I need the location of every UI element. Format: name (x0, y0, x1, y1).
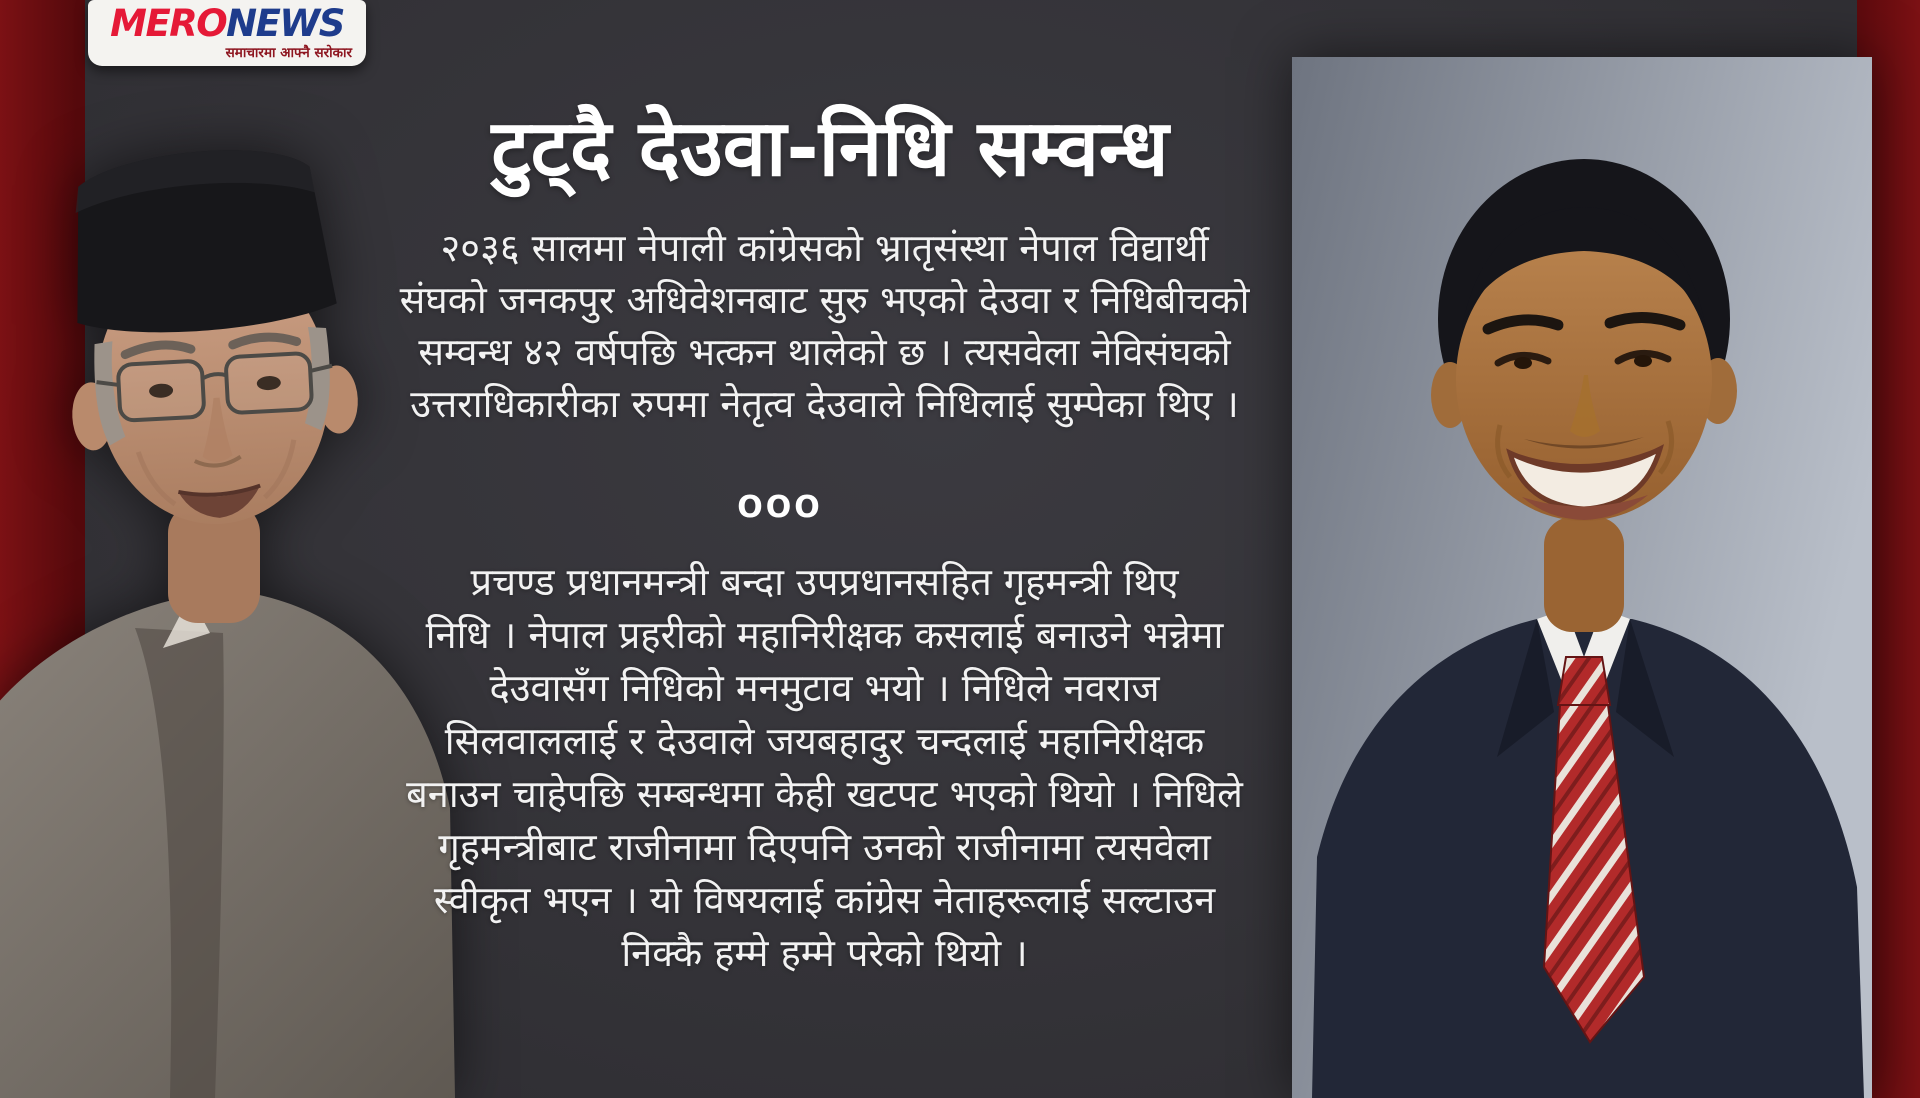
text-line: निक्कै हम्मे हम्मे परेको थियो । (621, 931, 1028, 975)
text-line: प्रचण्ड प्रधानमन्त्री बन्दा उपप्रधानसहित गृहमन्त्री थिए (470, 560, 1179, 604)
text-line: निधि । नेपाल प्रहरीको महानिरीक्षक कसलाई बनाउने भन्नेमा (425, 613, 1224, 657)
text-line: देउवासँग निधिको मनमुटाव भयो । निधिले नवराज (489, 666, 1160, 710)
meronews-logo (88, 0, 366, 66)
paragraph-2 (372, 556, 1277, 980)
paragraph-1 (372, 222, 1277, 430)
nidhi-portrait (1292, 57, 1872, 1098)
headline: टुट्दै देउवा-निधि सम्वन्ध (491, 104, 1169, 195)
text-line: २०३६ सालमा नेपाली कांग्रेसको भ्रातृसंस्था नेपाल विद्यार्थी (440, 226, 1209, 270)
logo-wordmark (110, 2, 344, 45)
text-line: उत्तराधिकारीका रुपमा नेतृत्व देउवाले निधिलाई सुम्पेका थिए । (410, 382, 1239, 426)
logo-news-text: NEWS (226, 2, 344, 45)
text-line: गृहमन्त्रीबाट राजीनामा दिएपनि उनको राजीनामा त्यसवेला (438, 825, 1211, 869)
text-line: संघको जनकपुर अधिवेशनबाट सुरु भएको देउवा र निधिबीचको (399, 278, 1250, 322)
text-line: सिलवाललाई र देउवाले जयबहादुर चन्दलाई महानिरीक्षक (444, 719, 1205, 763)
section-separator: OOO (737, 490, 823, 525)
logo-mero-text: MERO (110, 2, 227, 45)
text-line: स्वीकृत भएन । यो विषयलाई कांग्रेस नेताहरूलाई सल्टाउन (433, 878, 1216, 922)
logo-tagline: समाचारमा आफ्नै सरोकार (225, 45, 352, 61)
text-line: सम्वन्ध ४२ वर्षपछि भत्कन थालेको छ । त्यसवेला नेविसंघको (418, 330, 1231, 374)
text-line: बनाउन चाहेपछि सम्बन्धमा केही खटपट भएको थियो । निधिले (406, 772, 1243, 816)
